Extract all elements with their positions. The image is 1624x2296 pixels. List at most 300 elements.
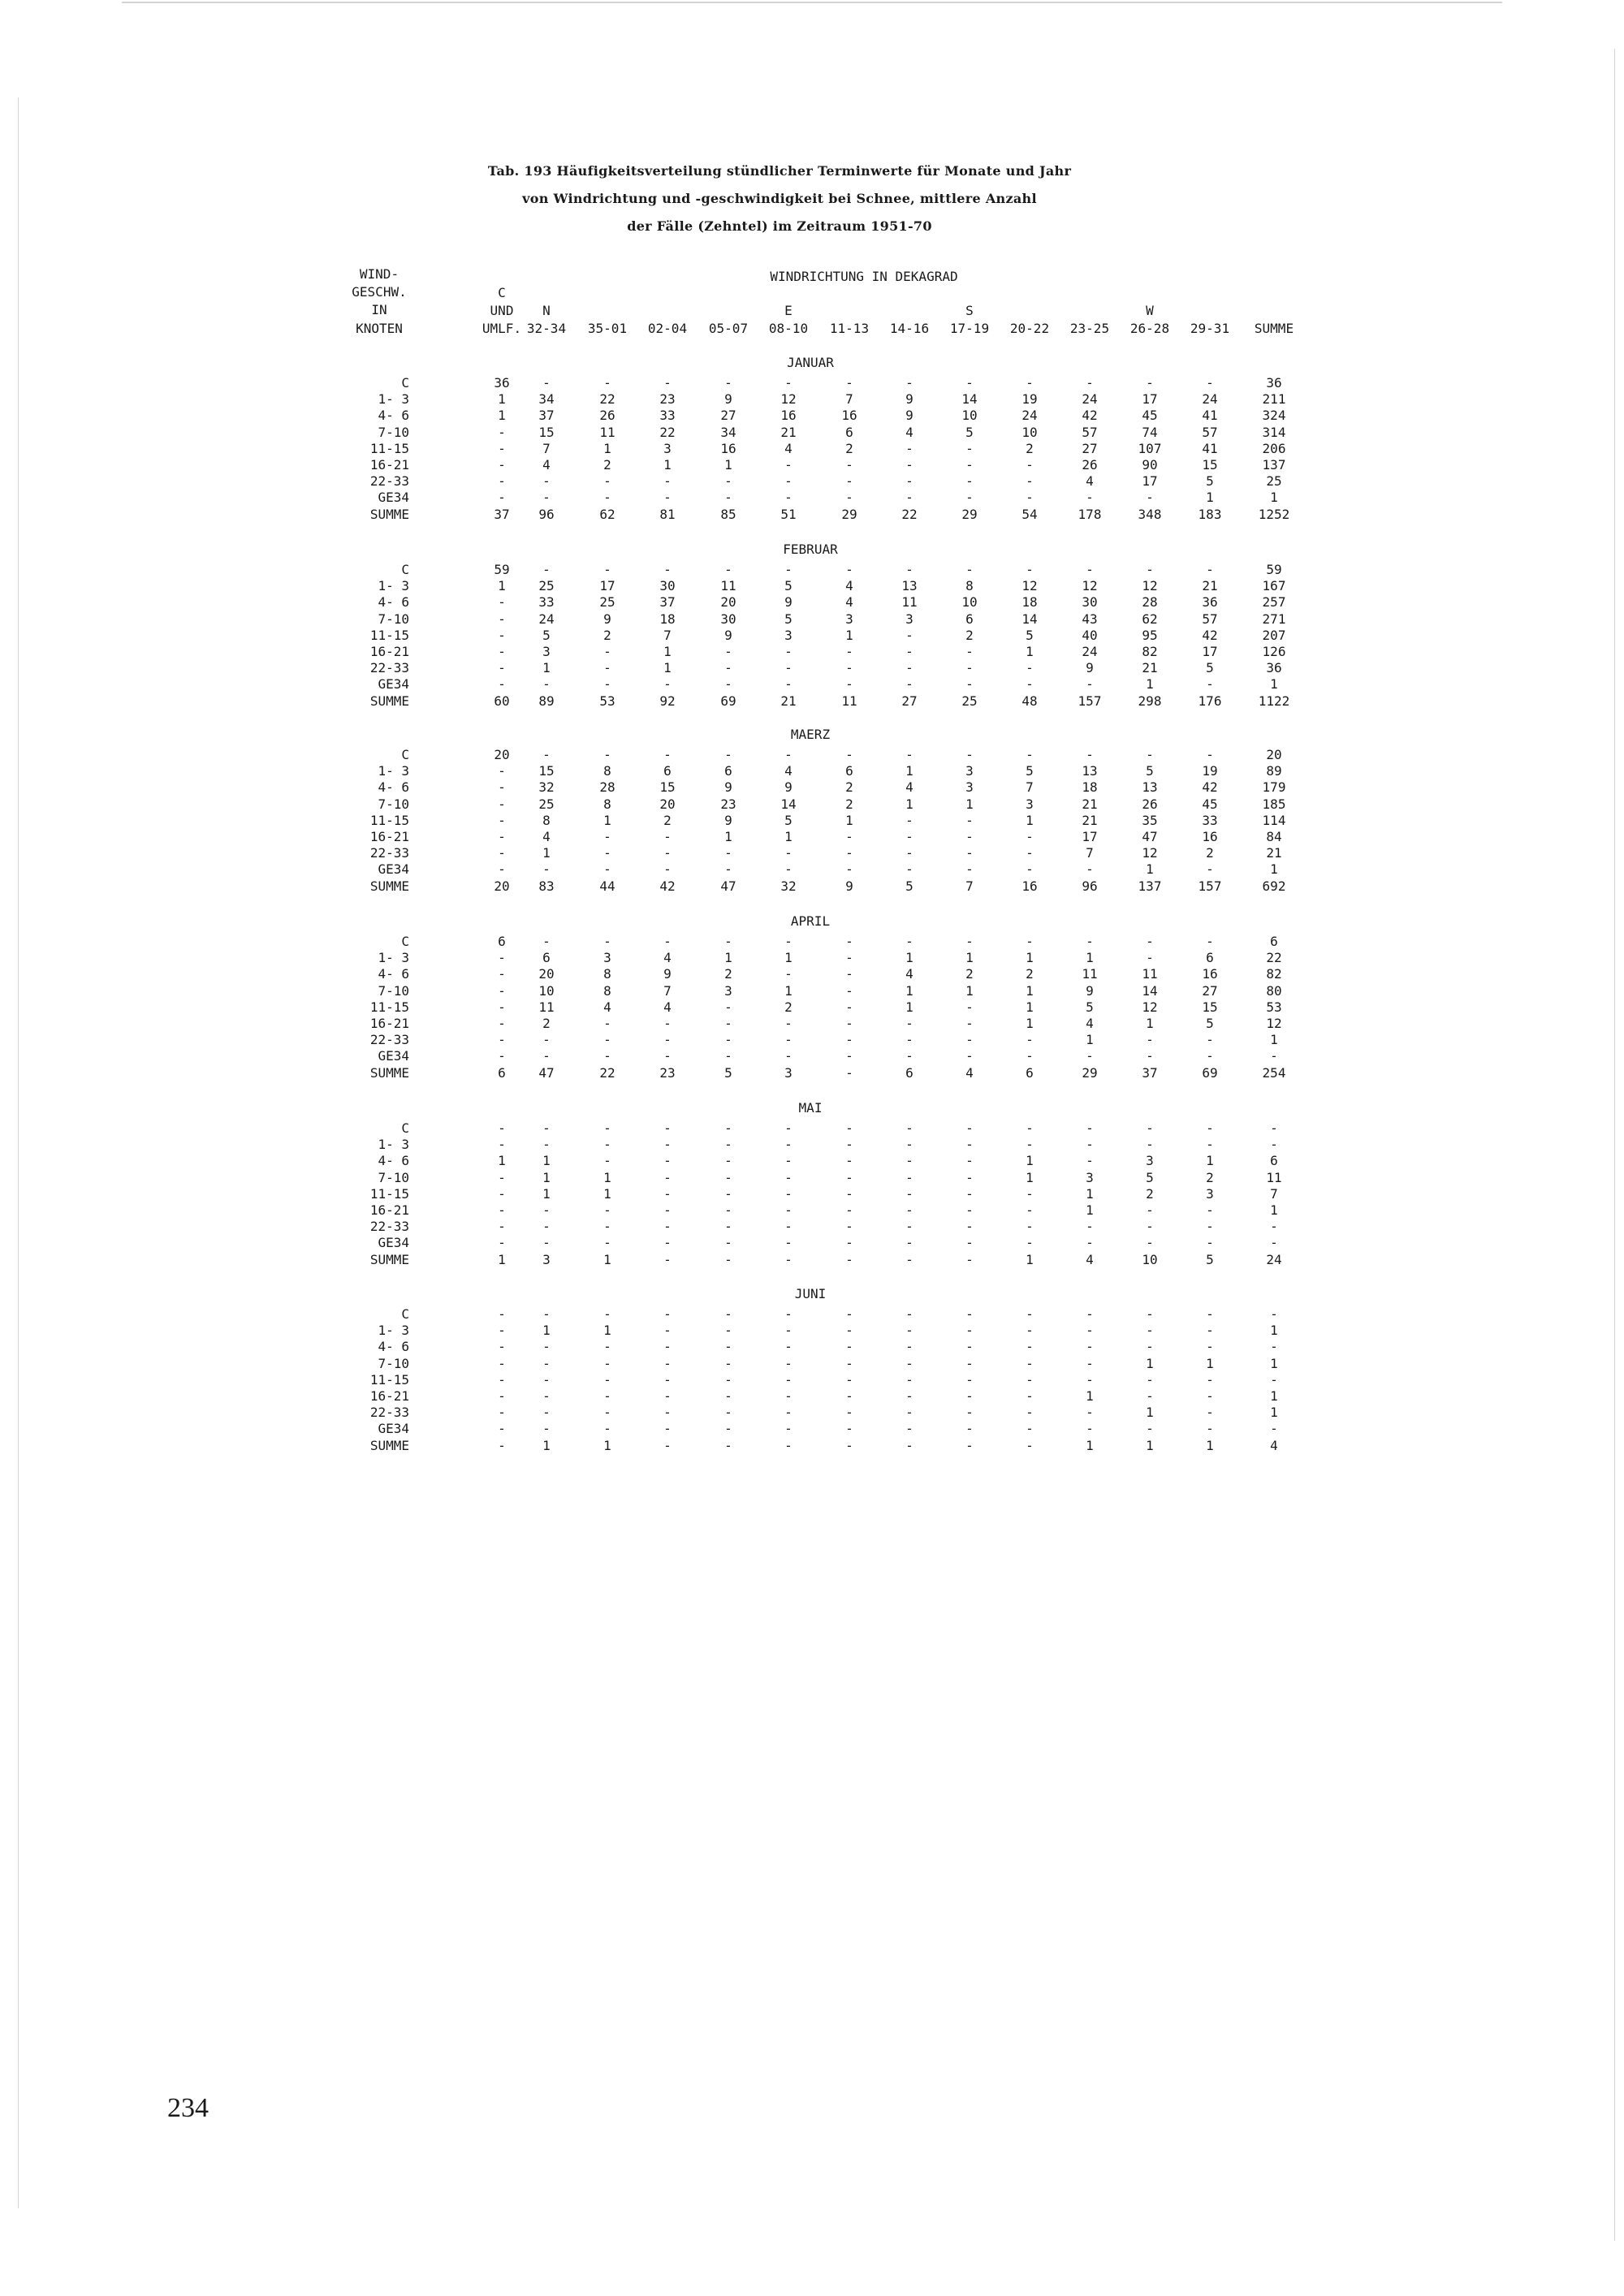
table-cell: - <box>784 966 793 982</box>
table-cell: 14 <box>961 391 978 408</box>
table-cell: 10 <box>961 594 978 611</box>
table-cell: 8 <box>603 763 611 779</box>
table-cell: 90 <box>1142 457 1158 473</box>
sum-cell: 1 <box>542 1437 551 1453</box>
table-cell: - <box>603 473 611 490</box>
table-cell: 2 <box>1206 1169 1214 1185</box>
table-cell: - <box>498 676 506 693</box>
table-cell: - <box>603 490 611 506</box>
table-cell: - <box>845 982 853 999</box>
table-cell: - <box>784 1016 793 1031</box>
sum-cell: - <box>724 1251 732 1267</box>
table-cell: 21 <box>1142 660 1158 676</box>
sum-cell: - <box>845 1437 853 1453</box>
sum-cell: 16 <box>1021 878 1038 894</box>
row-label: SUMME <box>369 506 409 522</box>
table-cell: 4 <box>663 950 672 966</box>
table-cell: 8 <box>965 578 974 594</box>
table-cell: - <box>542 473 551 490</box>
table-cell: 1 <box>1270 1202 1278 1218</box>
row-label: 22-33 <box>369 1032 409 1048</box>
table-cell: 179 <box>1262 779 1286 796</box>
table-cell: - <box>845 845 853 861</box>
table-cell: - <box>1026 457 1034 473</box>
table-cell: 1 <box>1270 861 1278 878</box>
table-cell: 17 <box>1202 644 1218 659</box>
table-cell: - <box>905 1323 914 1339</box>
table-cell: 33 <box>659 408 676 424</box>
table-cell: - <box>542 1032 551 1048</box>
table-cell: 211 <box>1262 391 1286 408</box>
table-cell: 3 <box>603 950 611 966</box>
row-label: 16-21 <box>369 1388 409 1404</box>
table-cell: - <box>965 934 974 949</box>
table-cell: - <box>965 999 974 1015</box>
table-cell: 1 <box>965 982 974 999</box>
row-label: C <box>401 747 409 762</box>
table-cell: 5 <box>965 424 974 440</box>
table-cell: - <box>603 829 611 844</box>
table-cell: - <box>845 1371 853 1388</box>
table-cell: 1 <box>498 408 506 424</box>
row-label: 11-15 <box>369 1371 409 1388</box>
table-cell: - <box>905 1388 914 1404</box>
table-cell: - <box>784 562 793 577</box>
table-cell: - <box>1146 1202 1154 1218</box>
table-cell: - <box>1086 1137 1094 1153</box>
table-cell: - <box>663 1235 672 1251</box>
table-cell: 1 <box>965 796 974 812</box>
table-cell: 42 <box>1082 408 1098 424</box>
column-header: 20-22 <box>1009 321 1050 336</box>
table-cell: - <box>603 1016 611 1031</box>
table-cell: 1 <box>1270 1405 1278 1421</box>
table-cell: - <box>603 1235 611 1251</box>
table-cell: - <box>498 845 506 861</box>
table-cell: - <box>542 747 551 762</box>
table-cell: - <box>603 1202 611 1218</box>
table-cell: - <box>1026 1388 1034 1404</box>
month-title-maerz: MAERZ <box>790 727 831 742</box>
table-cell: 1 <box>1086 1185 1094 1202</box>
table-cell: - <box>1206 1421 1214 1437</box>
table-cell: - <box>965 1235 974 1251</box>
table-cell: - <box>724 562 732 577</box>
table-cell: - <box>1146 1371 1154 1388</box>
table-cell: - <box>845 1032 853 1048</box>
table-cell: 1 <box>1026 982 1034 999</box>
sum-cell: 29 <box>841 506 857 522</box>
table-cell: 114 <box>1262 812 1286 828</box>
table-cell: 5 <box>784 611 793 627</box>
table-cell: - <box>724 1323 732 1339</box>
table-cell: 24 <box>1021 408 1038 424</box>
table-cell: 6 <box>845 763 853 779</box>
sum-cell: - <box>845 1251 853 1267</box>
table-cell: 42 <box>1202 779 1218 796</box>
table-cell: 11 <box>720 578 736 594</box>
table-cell: - <box>784 747 793 762</box>
table-cell: 14 <box>1142 982 1158 999</box>
table-cell: - <box>663 1405 672 1421</box>
table-cell: - <box>905 1016 914 1031</box>
sum-cell: 137 <box>1138 878 1162 894</box>
table-cell: 7 <box>663 627 672 643</box>
sum-cell: 5 <box>1206 1251 1214 1267</box>
table-cell: - <box>1146 1120 1154 1136</box>
table-cell: - <box>724 660 732 676</box>
sum-cell: 298 <box>1138 693 1162 709</box>
table-cell: - <box>905 1405 914 1421</box>
table-cell: - <box>905 490 914 506</box>
table-cell: - <box>1026 660 1034 676</box>
table-cell: - <box>905 1137 914 1153</box>
table-cell: - <box>965 644 974 659</box>
table-cell: 1 <box>1026 1016 1034 1031</box>
table-cell: 3 <box>1206 1185 1214 1202</box>
table-cell: 1 <box>603 1169 611 1185</box>
table-cell: - <box>965 1048 974 1064</box>
table-cell: 1 <box>1026 812 1034 828</box>
table-cell: - <box>1270 1306 1278 1322</box>
row-label: 22-33 <box>369 473 409 490</box>
table-cell: - <box>1206 1323 1214 1339</box>
table-cell: - <box>1086 1153 1094 1169</box>
sum-cell: 47 <box>720 878 736 894</box>
table-cell: - <box>1026 1323 1034 1339</box>
row-label: 4- 6 <box>378 1339 409 1355</box>
table-cell: 43 <box>1082 611 1098 627</box>
table-cell: - <box>784 676 793 693</box>
table-cell: 28 <box>599 779 615 796</box>
table-cell: - <box>603 1355 611 1371</box>
table-cell: - <box>965 1120 974 1136</box>
table-cell: - <box>1270 1235 1278 1251</box>
table-cell: - <box>1270 1120 1278 1136</box>
sum-cell: 42 <box>659 878 676 894</box>
table-cell: - <box>1206 375 1214 391</box>
table-cell: - <box>542 676 551 693</box>
sum-cell: 69 <box>720 693 736 709</box>
table-cell: - <box>784 1120 793 1136</box>
table-cell: - <box>663 473 672 490</box>
sum-cell: 83 <box>538 878 555 894</box>
table-cell: - <box>845 660 853 676</box>
table-cell: 3 <box>965 779 974 796</box>
table-cell: - <box>724 1355 732 1371</box>
table-cell: 21 <box>1202 578 1218 594</box>
table-cell: - <box>1270 1137 1278 1153</box>
table-cell: - <box>663 490 672 506</box>
table-cell: 11 <box>1266 1169 1282 1185</box>
table-cell: 11 <box>901 594 918 611</box>
table-cell: 14 <box>780 796 797 812</box>
table-cell: - <box>1026 1421 1034 1437</box>
table-cell: - <box>663 829 672 844</box>
table-cell: - <box>1146 1219 1154 1235</box>
table-cell: 36 <box>1266 660 1282 676</box>
table-cell: - <box>1026 1185 1034 1202</box>
column-header: 11-13 <box>829 321 870 336</box>
table-cell: - <box>603 1120 611 1136</box>
row-label: GE34 <box>378 1421 409 1437</box>
table-cell: - <box>1086 1120 1094 1136</box>
table-cell: - <box>845 1323 853 1339</box>
table-cell: - <box>663 1371 672 1388</box>
header-compass-s: S <box>965 303 974 318</box>
table-cell: 16 <box>841 408 857 424</box>
table-cell: - <box>1026 861 1034 878</box>
row-label: SUMME <box>369 1437 409 1453</box>
sum-cell: 47 <box>538 1064 555 1081</box>
table-cell: - <box>1026 1371 1034 1388</box>
sum-cell: 1 <box>1146 1437 1154 1453</box>
table-cell: - <box>663 1048 672 1064</box>
table-cell: 25 <box>599 594 615 611</box>
table-cell: - <box>724 1137 732 1153</box>
table-cell: - <box>1086 1421 1094 1437</box>
table-cell: 6 <box>663 763 672 779</box>
table-cell: 9 <box>905 408 914 424</box>
sum-cell: - <box>905 1251 914 1267</box>
table-cell: - <box>965 660 974 676</box>
table-cell: 185 <box>1262 796 1286 812</box>
row-label: C <box>401 375 409 391</box>
table-cell: - <box>845 1202 853 1218</box>
table-cell: - <box>845 1185 853 1202</box>
sum-cell: 89 <box>538 693 555 709</box>
sum-cell: 1 <box>498 1251 506 1267</box>
table-cell: - <box>498 1355 506 1371</box>
table-cell: 19 <box>1202 763 1218 779</box>
table-cell: - <box>498 796 506 812</box>
table-cell: - <box>1026 1137 1034 1153</box>
table-cell: - <box>1026 1235 1034 1251</box>
row-label: 11-15 <box>369 1185 409 1202</box>
table-cell: - <box>1026 1405 1034 1421</box>
table-cell: 3 <box>1026 796 1034 812</box>
table-cell: - <box>663 562 672 577</box>
sum-cell: - <box>663 1251 672 1267</box>
header-wind-label: WIND- <box>359 266 400 282</box>
table-cell: 1 <box>905 763 914 779</box>
table-cell: - <box>603 676 611 693</box>
table-cell: 28 <box>1142 594 1158 611</box>
row-label: 1- 3 <box>378 950 409 966</box>
table-cell: 1 <box>724 950 732 966</box>
table-cell: 4 <box>845 578 853 594</box>
table-cell: - <box>663 861 672 878</box>
table-cell: - <box>542 1235 551 1251</box>
table-cell: 1 <box>784 950 793 966</box>
row-label: 22-33 <box>369 845 409 861</box>
table-cell: 9 <box>784 594 793 611</box>
sum-cell: 183 <box>1198 506 1222 522</box>
table-cell: - <box>784 845 793 861</box>
table-cell: - <box>905 829 914 844</box>
sum-cell: 4 <box>965 1064 974 1081</box>
table-cell: 41 <box>1202 440 1218 456</box>
table-cell: - <box>1026 1355 1034 1371</box>
table-cell: - <box>498 999 506 1015</box>
table-cell: 3 <box>663 440 672 456</box>
row-label: 1- 3 <box>378 763 409 779</box>
table-cell: 7 <box>1270 1185 1278 1202</box>
table-cell: - <box>603 1219 611 1235</box>
header-compass-w: W <box>1146 303 1154 318</box>
header-calm-umlf: UMLF. <box>482 321 522 336</box>
table-cell: - <box>1146 1137 1154 1153</box>
table-cell: 9 <box>663 966 672 982</box>
table-cell: - <box>724 1169 732 1185</box>
table-cell: 1 <box>542 1323 551 1339</box>
table-cell: 1 <box>1270 1355 1278 1371</box>
table-cell: - <box>965 1306 974 1322</box>
table-cell: 4 <box>905 424 914 440</box>
table-cell: 95 <box>1142 627 1158 643</box>
table-cell: 5 <box>1026 627 1034 643</box>
table-cell: - <box>603 934 611 949</box>
table-cell: - <box>905 1048 914 1064</box>
table-cell: 3 <box>542 644 551 659</box>
table-cell: 15 <box>1202 457 1218 473</box>
table-cell: 1 <box>1206 1355 1214 1371</box>
table-cell: 20 <box>1266 747 1282 762</box>
sum-cell: - <box>784 1437 793 1453</box>
row-label: 11-15 <box>369 999 409 1015</box>
table-cell: 13 <box>1082 763 1098 779</box>
table-cell: 12 <box>1142 999 1158 1015</box>
table-cell: - <box>724 375 732 391</box>
table-cell: - <box>784 1153 793 1169</box>
column-header: SUMME <box>1254 321 1294 336</box>
row-label: 4- 6 <box>378 1153 409 1169</box>
table-cell: 10 <box>961 408 978 424</box>
row-label: 4- 6 <box>378 779 409 796</box>
table-cell: 25 <box>538 578 555 594</box>
row-label: 7-10 <box>378 1169 409 1185</box>
table-cell: 9 <box>724 779 732 796</box>
sum-cell: 1 <box>1026 1251 1034 1267</box>
table-cell: 1 <box>905 796 914 812</box>
table-cell: 1 <box>542 1153 551 1169</box>
sum-cell: 54 <box>1021 506 1038 522</box>
table-cell: - <box>965 747 974 762</box>
table-cell: - <box>965 1323 974 1339</box>
table-cell: 22 <box>1266 950 1282 966</box>
row-label: 7-10 <box>378 611 409 627</box>
table-cell: 21 <box>1082 796 1098 812</box>
table-cell: 15 <box>659 779 676 796</box>
table-cell: 35 <box>1142 812 1158 828</box>
table-cell: - <box>724 1048 732 1064</box>
table-cell: - <box>724 473 732 490</box>
table-cell: - <box>724 1016 732 1031</box>
table-cell: - <box>724 1339 732 1355</box>
table-cell: - <box>1026 829 1034 844</box>
table-cell: - <box>603 1048 611 1064</box>
table-cell: 6 <box>965 611 974 627</box>
column-header: 17-19 <box>949 321 990 336</box>
table-cell: 6 <box>845 424 853 440</box>
table-cell: - <box>1206 676 1214 693</box>
table-cell: - <box>965 812 974 828</box>
table-cell: - <box>1026 562 1034 577</box>
column-header: 02-04 <box>647 321 688 336</box>
table-cell: 6 <box>1206 950 1214 966</box>
table-cell: - <box>724 747 732 762</box>
column-header: 14-16 <box>889 321 930 336</box>
table-cell: - <box>498 473 506 490</box>
table-cell: - <box>905 861 914 878</box>
table-cell: 22 <box>659 424 676 440</box>
table-cell: - <box>784 1235 793 1251</box>
table-cell: - <box>724 934 732 949</box>
table-cell: - <box>1146 562 1154 577</box>
sum-cell: 60 <box>494 693 510 709</box>
table-cell: - <box>905 747 914 762</box>
table-cell: 16 <box>780 408 797 424</box>
row-label: C <box>401 1120 409 1136</box>
table-cell: - <box>1026 473 1034 490</box>
table-cell: 19 <box>1021 391 1038 408</box>
table-cell: - <box>542 1219 551 1235</box>
table-cell: 10 <box>538 982 555 999</box>
table-cell: - <box>663 845 672 861</box>
table-cell: 1 <box>1146 676 1154 693</box>
table-cell: - <box>845 1339 853 1355</box>
table-cell: 20 <box>494 747 510 762</box>
header-compass-e: E <box>784 303 793 318</box>
row-label: 7-10 <box>378 796 409 812</box>
table-cell: - <box>603 1153 611 1169</box>
table-cell: 37 <box>538 408 555 424</box>
table-cell: 1 <box>784 829 793 844</box>
table-cell: 1 <box>905 950 914 966</box>
sum-cell: 10 <box>1142 1251 1158 1267</box>
table-cell: - <box>1206 1032 1214 1048</box>
column-header: 23-25 <box>1069 321 1110 336</box>
table-cell: 15 <box>538 424 555 440</box>
table-cell: 37 <box>659 594 676 611</box>
table-cell: - <box>1206 861 1214 878</box>
table-cell: - <box>1086 861 1094 878</box>
table-cell: - <box>724 1306 732 1322</box>
table-cell: 15 <box>1202 999 1218 1015</box>
table-cell: - <box>663 1032 672 1048</box>
table-cell: - <box>603 1032 611 1048</box>
table-cell: - <box>784 1323 793 1339</box>
table-cell: 18 <box>659 611 676 627</box>
table-cell: 206 <box>1262 440 1286 456</box>
table-cell: - <box>905 1202 914 1218</box>
table-cell: - <box>663 1153 672 1169</box>
table-cell: - <box>784 375 793 391</box>
row-label: SUMME <box>369 693 409 709</box>
table-cell: 24 <box>1082 644 1098 659</box>
table-cell: 11 <box>599 424 615 440</box>
table-cell: - <box>603 1405 611 1421</box>
table-cell: 47 <box>1142 829 1158 844</box>
table-cell: - <box>498 779 506 796</box>
row-label: 16-21 <box>369 457 409 473</box>
table-cell: 3 <box>784 627 793 643</box>
table-cell: - <box>663 934 672 949</box>
table-cell: - <box>965 1355 974 1371</box>
sum-cell: 25 <box>961 693 978 709</box>
table-cell: 1 <box>1146 1016 1154 1031</box>
table-cell: 1 <box>1086 1202 1094 1218</box>
